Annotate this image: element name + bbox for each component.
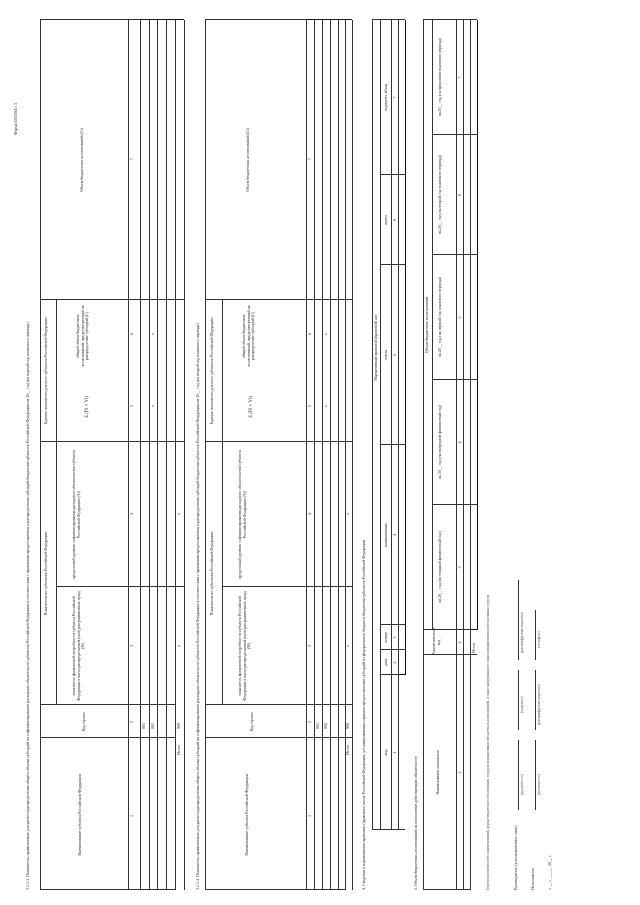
s4-num-7: 7 bbox=[392, 96, 397, 99]
s2-col-sum: Σ (Pi × Yi) bbox=[249, 396, 254, 418]
s1-col-total-c: общий объем бюджетных ассигнований, предусмотренный на распределение субсидий (C) bbox=[75, 305, 90, 367]
s2-col-total-c: общий объем бюджетных ассигнований, предусмотренный на распределение субсидий (C) bbox=[241, 305, 256, 367]
head-label: Руководитель (уполномоченное лицо) bbox=[513, 825, 518, 890]
s2-x-1: х bbox=[323, 405, 328, 407]
s1-total: Итого bbox=[176, 744, 181, 755]
s5-total: Итого bbox=[471, 642, 476, 653]
s5-col-plan-year-2: на 20__ год (на второй год планового периода) bbox=[437, 154, 442, 235]
signature-date: « __ » ______ 20__ г. bbox=[547, 854, 552, 890]
s4-col-number: номер bbox=[383, 632, 388, 643]
s2-col-subject: Наименование субъекта Российской Федерации bbox=[244, 774, 249, 856]
s2-group-subjects: Показатели по субъектам Российской Федерации bbox=[209, 531, 214, 616]
s1-num-5: 5 bbox=[129, 405, 134, 407]
exec-name-caption: (расшифровка подписи) bbox=[536, 684, 541, 725]
s4-col-article: статья bbox=[383, 349, 388, 361]
s1-code-002: 002 bbox=[150, 723, 155, 729]
s1-group-common: Единые показатели для всех субъектов Российской Федерации bbox=[43, 317, 48, 425]
s2-group-common: Единые показатели для всех субъектов Российской Федерации bbox=[209, 317, 214, 425]
s1-num-6: 6 bbox=[129, 333, 134, 335]
s2-x-2: х bbox=[323, 333, 328, 335]
s4-col-item: пункт bbox=[383, 215, 388, 225]
s1-col-sum: Σ (Pi × Yi) bbox=[85, 396, 90, 418]
s1-col-pi: показатель финансовой потребности субъекта Российской Федерации в части распределяемой (или) разграниченных нужд (Pi) bbox=[71, 591, 86, 701]
s4-num-1: 1 bbox=[392, 751, 397, 754]
s1-num-1: 1 bbox=[129, 815, 134, 817]
s2-col-yi: предельный уровень софинансирования расходного обязательства субъекта Российской Федерации (Yi) bbox=[237, 450, 247, 579]
s2-num-1: 1 bbox=[307, 815, 312, 817]
s4-num-2: 2 bbox=[392, 661, 397, 664]
s1-num-4: 4 bbox=[129, 513, 134, 515]
s2-title: 3.1.1.4. Показатели, применяемые для расчета распределения общего объема субсидий на софинансирование расходных обязательств субъектов Российской Федерации в соответствии с правилами предоставления и распределения субсидий бюджетам субъектов Российской Федерации на 20__ год (на второй год планового периода) bbox=[195, 323, 200, 890]
s4-col-date: дата bbox=[383, 658, 388, 667]
s2-x-4: х bbox=[345, 513, 350, 515]
s1-col-ci: Объем бюджетных ассигнований (Ci) bbox=[79, 128, 84, 192]
s4-num-5: 5 bbox=[392, 354, 397, 356]
s1-group-subjects: Показатели по субъектам Российской Федерации bbox=[43, 531, 48, 616]
s1-title: 3.1.1.3. Показатели, применяемые для расчета распределения общего объема субсидий на софинансирование расходных обязательств субъектов Российской Федерации в соответствии с правилами предоставления и распределения субсидий бюджетам субъектов Российской Федерации на 20__ год (на первый год планового периода) bbox=[25, 322, 30, 890]
s2-code-002: 002 bbox=[323, 723, 328, 729]
s5-num-5: 5 bbox=[457, 316, 462, 319]
form-code: Форма 0505594 с.3 bbox=[13, 102, 18, 135]
s4-col-subitem: подпункт, абзац bbox=[383, 84, 388, 111]
s2-col-pi: показатель финансовой потребности субъекта Российской Федерации в части распределяемой (или) разграниченных нужд (Pi) bbox=[237, 591, 252, 701]
s1-col-subject: Наименование субъекта Российской Федерации bbox=[77, 774, 82, 856]
s5-col-indicator: Наименование показателя bbox=[435, 750, 440, 795]
s5-col-current-year: на 20__ год (на текущий финансовый год) bbox=[437, 531, 442, 603]
s5-num-2: 2 bbox=[457, 641, 462, 644]
s2-total: Итого bbox=[345, 744, 350, 755]
head-sign-caption: (подпись) bbox=[519, 696, 524, 713]
s4-col-kind: вид bbox=[383, 749, 388, 756]
s2-num-4: 4 bbox=[307, 513, 312, 515]
s1-x-2: х bbox=[150, 333, 155, 335]
s2-num-5: 5 bbox=[307, 405, 312, 407]
s1-code-900: 900 bbox=[176, 723, 181, 729]
s5-num-1: 1 bbox=[457, 771, 462, 774]
s1-num-3: 3 bbox=[129, 645, 134, 647]
s5-col-plan-year-1: на 20__ год (на первый год планового периода) bbox=[437, 276, 442, 358]
s2-x-3: х bbox=[345, 645, 350, 647]
s2-num-6: 6 bbox=[307, 333, 312, 335]
s4-col-name: наименование bbox=[383, 522, 388, 548]
s2-num-7: 7 bbox=[307, 158, 312, 160]
s4-num-6: 6 bbox=[392, 219, 397, 221]
s2-num-2: 2 bbox=[307, 721, 312, 723]
s2-col-code: Код строки bbox=[249, 712, 254, 732]
exec-position-caption: (должность) bbox=[536, 774, 541, 795]
s1-num-7: 7 bbox=[129, 158, 134, 160]
s1-x-1: х bbox=[150, 405, 155, 407]
s2-code-900: 900 bbox=[345, 723, 350, 729]
s5-num-3: 3 bbox=[457, 566, 462, 569]
s5-num-4: 4 bbox=[457, 441, 462, 444]
s5-col-analytic-code: Аналитический код bbox=[431, 628, 441, 655]
s5-title: 5. Объем бюджетных ассигнований на исполнение действующих обязательств bbox=[413, 756, 418, 890]
s4-num-4: 4 bbox=[392, 534, 397, 536]
exec-phone-caption: (телефон) bbox=[536, 631, 541, 648]
s1-col-code: Код строки bbox=[81, 712, 86, 732]
s2-num-3: 3 bbox=[307, 645, 312, 647]
head-position-caption: (должность) bbox=[519, 774, 524, 795]
s5-num-7: 7 bbox=[457, 76, 462, 79]
s1-col-yi: предельный уровень софинансирования расходного обязательства субъекта Российской Федерации (Yi) bbox=[71, 450, 81, 579]
s5-col-beyond-plan: на 20__ год (за пределами планового периода) bbox=[437, 37, 442, 117]
s4-num-3: 3 bbox=[392, 636, 397, 639]
head-name-caption: (расшифровка подписи) bbox=[519, 612, 524, 653]
s5-num-6: 6 bbox=[457, 194, 462, 196]
footnote: Перечень показателей и наименований, форма бюджетного обоснования, порядок формирования бюджетных ассигнований, а также информация по иным направлениям использования средств. bbox=[486, 594, 490, 890]
s1-x-4: х bbox=[176, 513, 181, 515]
s4-group-act: Нормативный правовой (правовой) акт bbox=[373, 314, 378, 381]
s4-title: 4. Сведения о нормативных правовых (правовых) актах Российской Федерации, устанавливающих правила предоставления субсидий из федерального бюджета бюджетам субъектов Российской Федерации bbox=[361, 539, 366, 890]
s1-code-001: 001 bbox=[141, 723, 146, 729]
s1-x-3: х bbox=[176, 645, 181, 647]
s2-col-ci: Объем бюджетных ассигнований (Ci) bbox=[245, 128, 250, 192]
exec-label: Исполнитель bbox=[530, 867, 535, 890]
s1-num-2: 2 bbox=[129, 721, 134, 723]
s2-code-001: 001 bbox=[315, 723, 320, 729]
s5-col-next-year: на 20__ год (на очередной финансовый год) bbox=[437, 404, 442, 480]
s5-group-volume: Объем бюджетных ассигнований bbox=[424, 296, 429, 354]
